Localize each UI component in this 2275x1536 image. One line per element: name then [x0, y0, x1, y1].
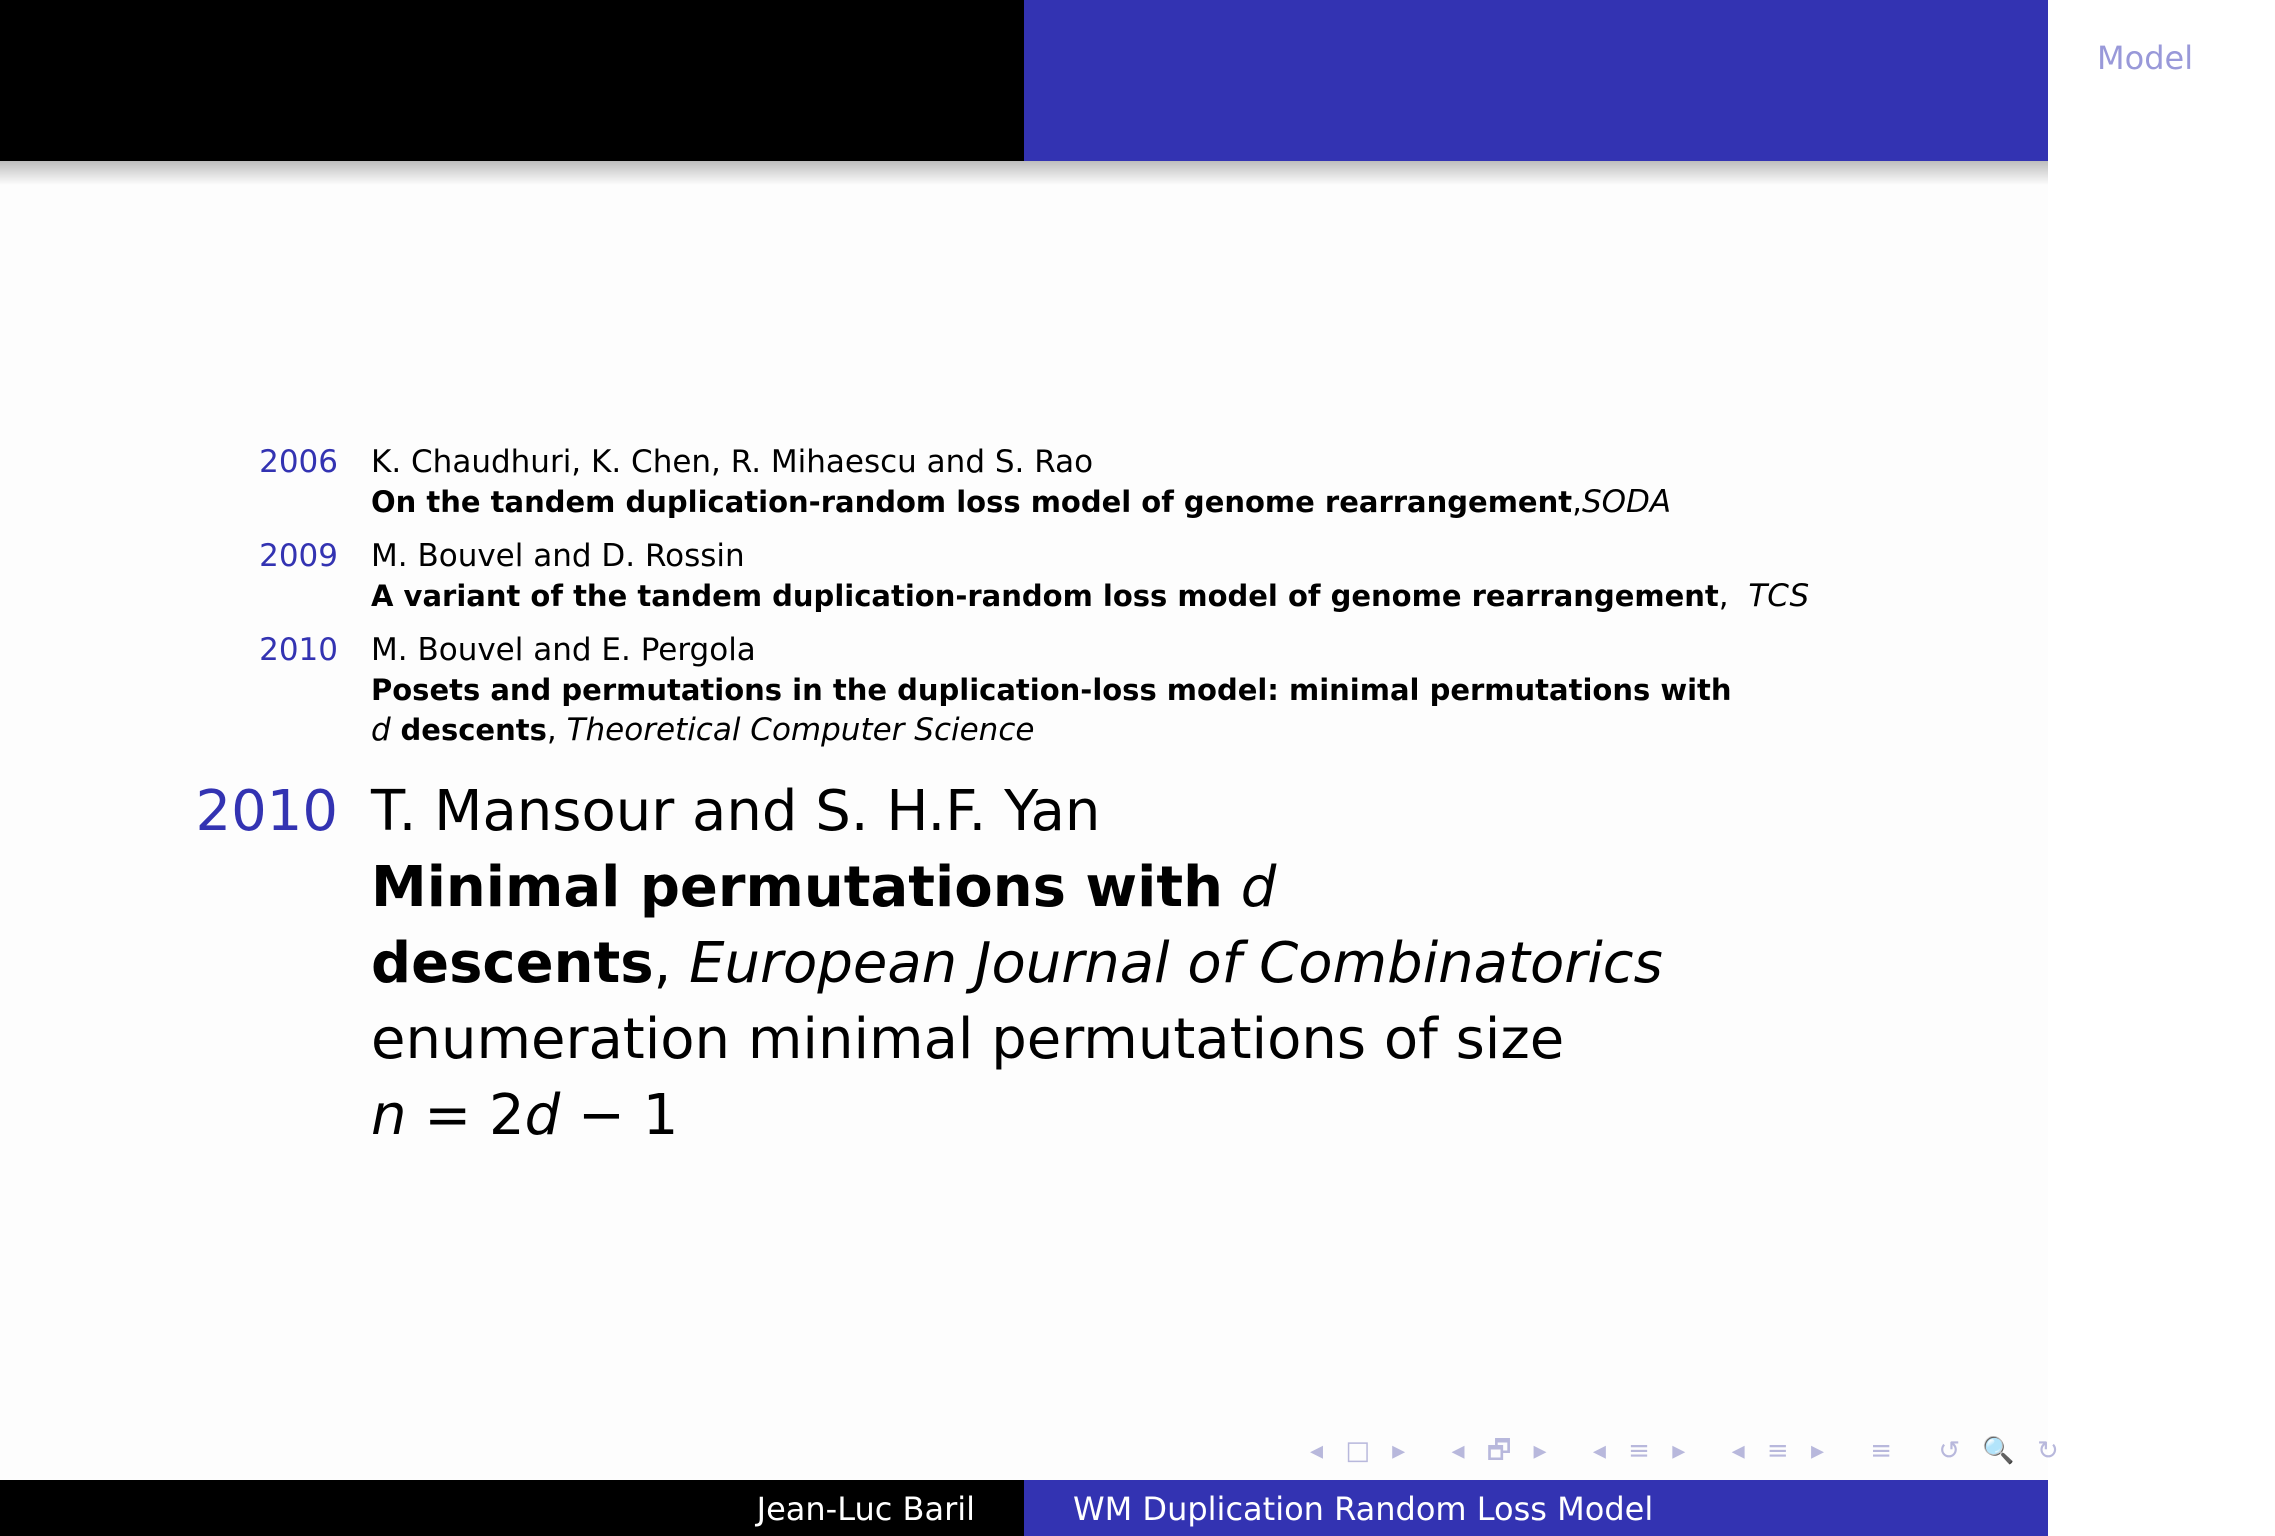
reference-authors: M. Bouvel and D. Rossin: [371, 538, 745, 574]
nav-next-frame-icon[interactable]: ▸: [1392, 1436, 1406, 1466]
subsection-link-references[interactable]: References - known results: [2097, 76, 2275, 188]
highlighted-reference-journal: European Journal of Combinatorics: [689, 931, 1663, 996]
nav-next-subsection-icon[interactable]: ▸: [1533, 1436, 1547, 1466]
formula-n: n: [371, 1083, 407, 1148]
subsection-link-model[interactable]: Model: [2097, 39, 2194, 77]
nav-prev-frame-icon[interactable]: ◂: [1310, 1436, 1324, 1466]
reference-separator: ,: [1718, 578, 1749, 614]
nav-prev-section-icon[interactable]: ◂: [1592, 1436, 1606, 1466]
reference-title-variable: d: [371, 712, 391, 748]
reference-year: 2006: [259, 444, 338, 480]
footer-title-panel: [1024, 1480, 2048, 1536]
footer-author: Jean-Luc Baril: [756, 1490, 975, 1528]
header-subsections-panel: [1024, 0, 2275, 188]
nav-outline-icon[interactable]: ≡: [1870, 1436, 1893, 1466]
reference-authors: M. Bouvel and E. Pergola: [371, 632, 756, 668]
nav-subsection-icon[interactable]: 🗗: [1486, 1436, 1512, 1466]
reference-authors: K. Chaudhuri, K. Chen, R. Mihaescu and S. Rao: [371, 444, 1094, 480]
footer-title: WM Duplication Random Loss Model: [1073, 1490, 1654, 1528]
formula-d: d: [524, 1083, 561, 1148]
reference-journal: TCS: [1748, 578, 1810, 614]
highlighted-reference-authors: T. Mansour and S. H.F. Yan: [371, 779, 1101, 844]
highlighted-reference-separator: ,: [653, 931, 690, 996]
beamer-navigation-bar: [1310, 1432, 2073, 1476]
highlighted-reference-year: 2010: [195, 779, 338, 844]
nav-section-icon[interactable]: ≡: [1628, 1436, 1650, 1466]
footer-author-panel: [0, 1480, 1024, 1536]
formula-equals: = 2: [406, 1083, 525, 1148]
nav-search-icon[interactable]: 🔍: [1982, 1436, 2015, 1466]
header-shadow: [0, 161, 2048, 185]
nav-back-icon[interactable]: ↺: [1938, 1436, 1961, 1466]
highlighted-reference: [0, 774, 2048, 1154]
highlighted-reference-note: enumeration minimal permutations of size: [371, 1007, 1565, 1072]
nav-document-icon[interactable]: ≡: [1766, 1436, 1789, 1466]
reference-item: [0, 630, 2048, 750]
nav-prev-document-icon[interactable]: ◂: [1731, 1436, 1745, 1466]
reference-title: Posets and permutations in the duplication-loss model: minimal permutations with: [371, 673, 1732, 707]
reference-item: [0, 536, 2048, 616]
reference-journal: Theoretical Computer Science: [566, 712, 1035, 748]
reference-title-end: descents: [400, 713, 547, 747]
highlighted-reference-title-variable: d: [1240, 855, 1277, 920]
reference-year: 2009: [259, 538, 338, 574]
reference-body: [371, 442, 1751, 522]
subsection-navigation: [2097, 40, 2275, 188]
highlighted-reference-title: Minimal permutations with: [371, 855, 1223, 920]
reference-body: [371, 536, 1810, 616]
header-sections-panel: [0, 0, 1024, 161]
reference-separator: ,: [546, 712, 567, 748]
formula-rest: − 1: [560, 1083, 679, 1148]
reference-item: [0, 442, 2048, 522]
reference-year: 2010: [259, 632, 338, 668]
highlighted-reference-title-end: descents: [371, 931, 654, 996]
nav-prev-subsection-icon[interactable]: ◂: [1451, 1436, 1465, 1466]
reference-title: A variant of the tandem duplication-random loss model of genome rearrangement: [371, 579, 1719, 613]
formula: [371, 1078, 1751, 1154]
reference-journal: SODA: [1581, 484, 1672, 520]
nav-frame-icon[interactable]: □: [1345, 1436, 1370, 1466]
nav-forward-icon[interactable]: ↻: [2037, 1436, 2059, 1466]
nav-next-document-icon[interactable]: ▸: [1810, 1436, 1825, 1466]
reference-title: On the tandem duplication-random loss model of genome rearrangement: [371, 485, 1573, 519]
nav-next-section-icon[interactable]: ▸: [1672, 1436, 1686, 1466]
reference-separator: ,: [1572, 484, 1582, 520]
reference-list: [0, 442, 2048, 1168]
highlighted-reference-body: [371, 774, 1751, 1154]
reference-body: [371, 630, 1751, 750]
